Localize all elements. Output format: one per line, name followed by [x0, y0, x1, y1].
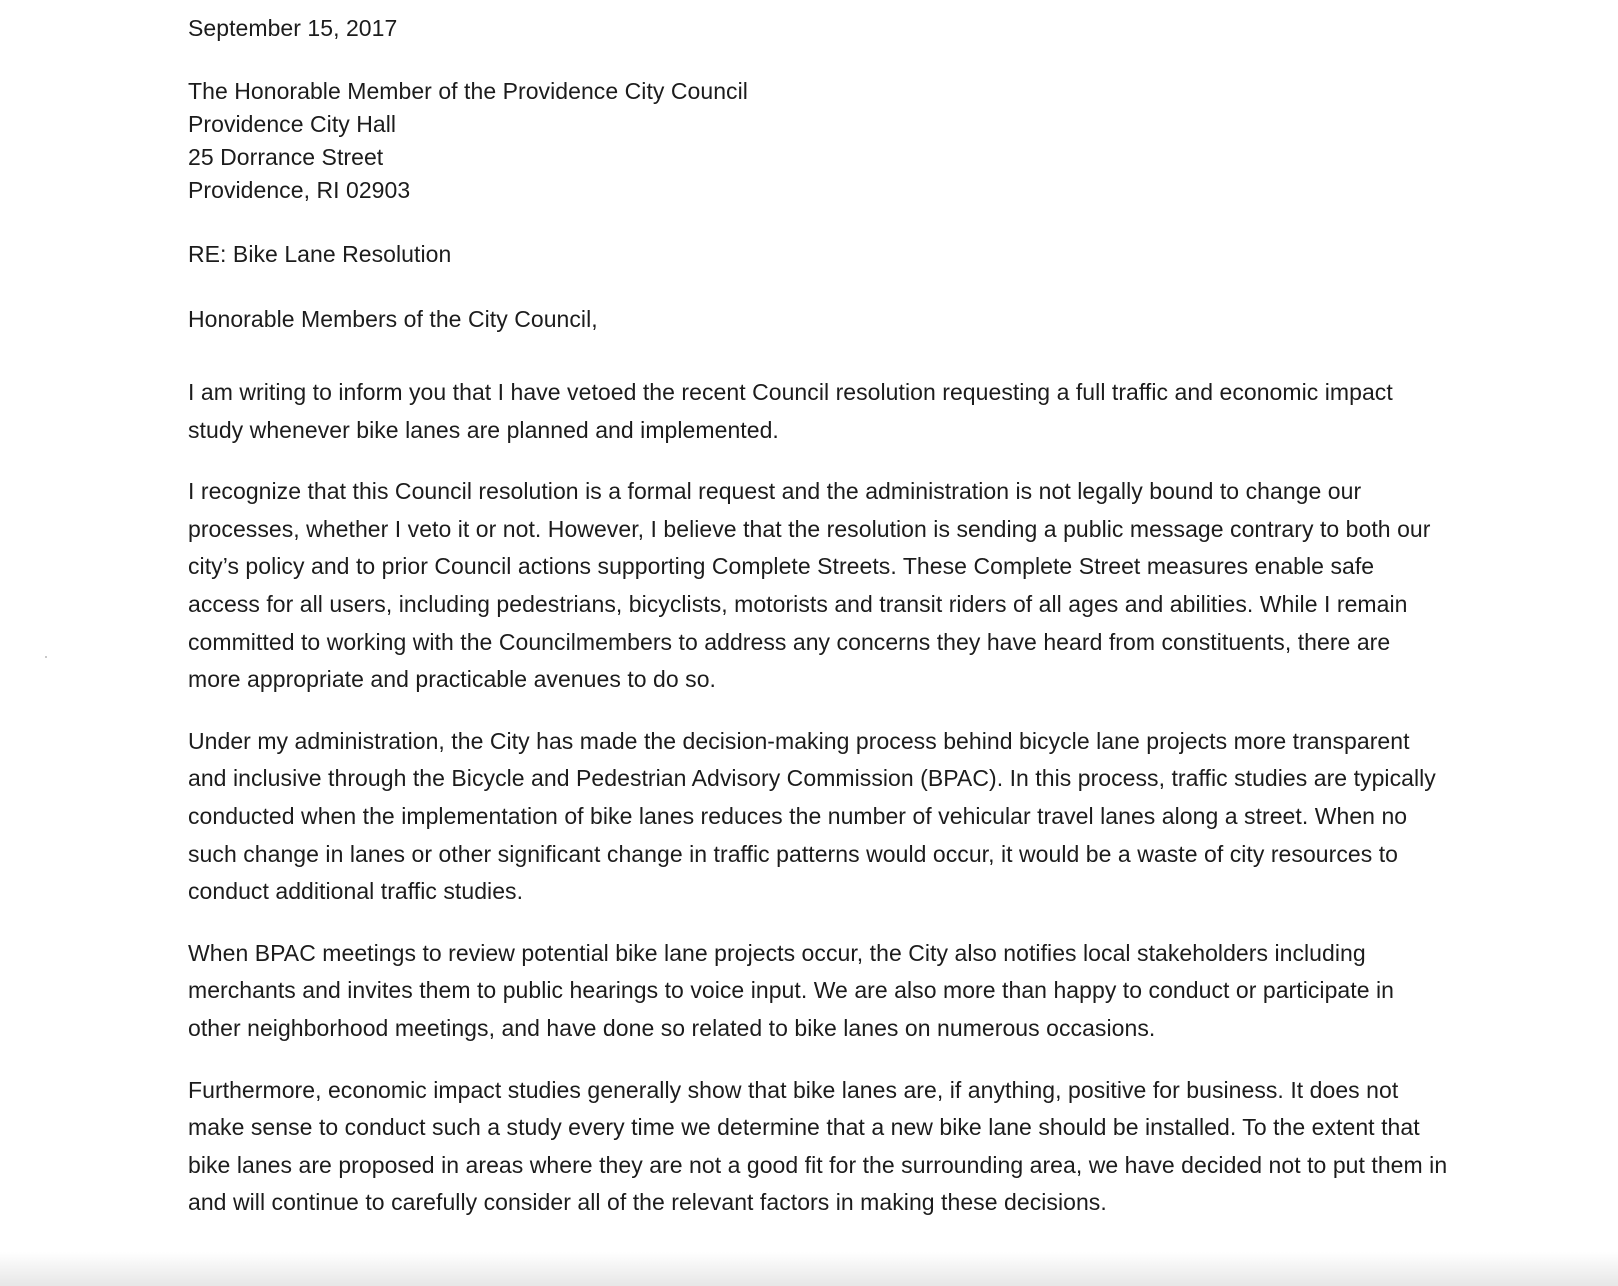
scan-speck: [45, 656, 47, 658]
paragraph-complete-streets: I recognize that this Council resolution is a formal request and the administration is not legally bound to change our processes, whether I veto it or not. However, I believe that the resolution is sending a public message contrary to both our city’s policy and to prior Council actions supporting Complete Streets. These Complete Street measures enable safe access for all users, including pedestrians, bicyclists, motorists and transit riders of all ages and abilities. While I remain committed to working with the Councilmembers to address any concerns they have heard from constituents, there are more appropriate and practicable avenues to do so.: [188, 478, 1431, 693]
paragraph-bpac-process: Under my administration, the City has made the decision-making process behind bicycle lane projects more transparent and inclusive through the Bicycle and Pedestrian Advisory Commission (BPAC). In this process, traffic studies are typically conducted when the implementation of bike lanes reduces the number of vehicular travel lanes along a street. When no such change in lanes or other significant change in traffic patterns would occur, it would be a waste of city resources to conduct additional traffic studies.: [188, 727, 1436, 905]
recipient-address: [188, 75, 1448, 207]
paragraph-veto-notice: I am writing to inform you that I have vetoed the recent Council resolution requesting a full traffic and economic impact study whenever bike lanes are planned and implemented.: [188, 379, 1393, 443]
scan-bottom-edge: [0, 1252, 1618, 1286]
letter-body: [188, 12, 1448, 1222]
paragraph-stakeholder-outreach: When BPAC meetings to review potential bike lane projects occur, the City also notifies local stakeholders including merchants and invites them to public hearings to voice input. We are also more than happy to conduct or participate in other neighborhood meetings, and have done so related to bike lanes on numerous occasions.: [188, 939, 1394, 1041]
salutation: Honorable Members of the City Council,: [188, 306, 598, 332]
address-line-street: 25 Dorrance Street: [188, 144, 384, 170]
address-line-recipient: The Honorable Member of the Providence City Council: [188, 78, 748, 104]
letter-date: September 15, 2017: [188, 15, 398, 41]
subject-line: RE: Bike Lane Resolution: [188, 241, 452, 267]
paragraph-economic-impact: Furthermore, economic impact studies generally show that bike lanes are, if anything, positive for business. It does not make sense to conduct such a study every time we determine that a new bike lane should be installed. To the extent that bike lanes are proposed in areas where they are not a good fit for the surrounding area, we have decided not to put them in and will continue to carefully consider all of the relevant factors in making these decisions.: [188, 1076, 1448, 1216]
address-line-building: Providence City Hall: [188, 111, 397, 137]
address-line-city: Providence, RI 02903: [188, 177, 411, 203]
